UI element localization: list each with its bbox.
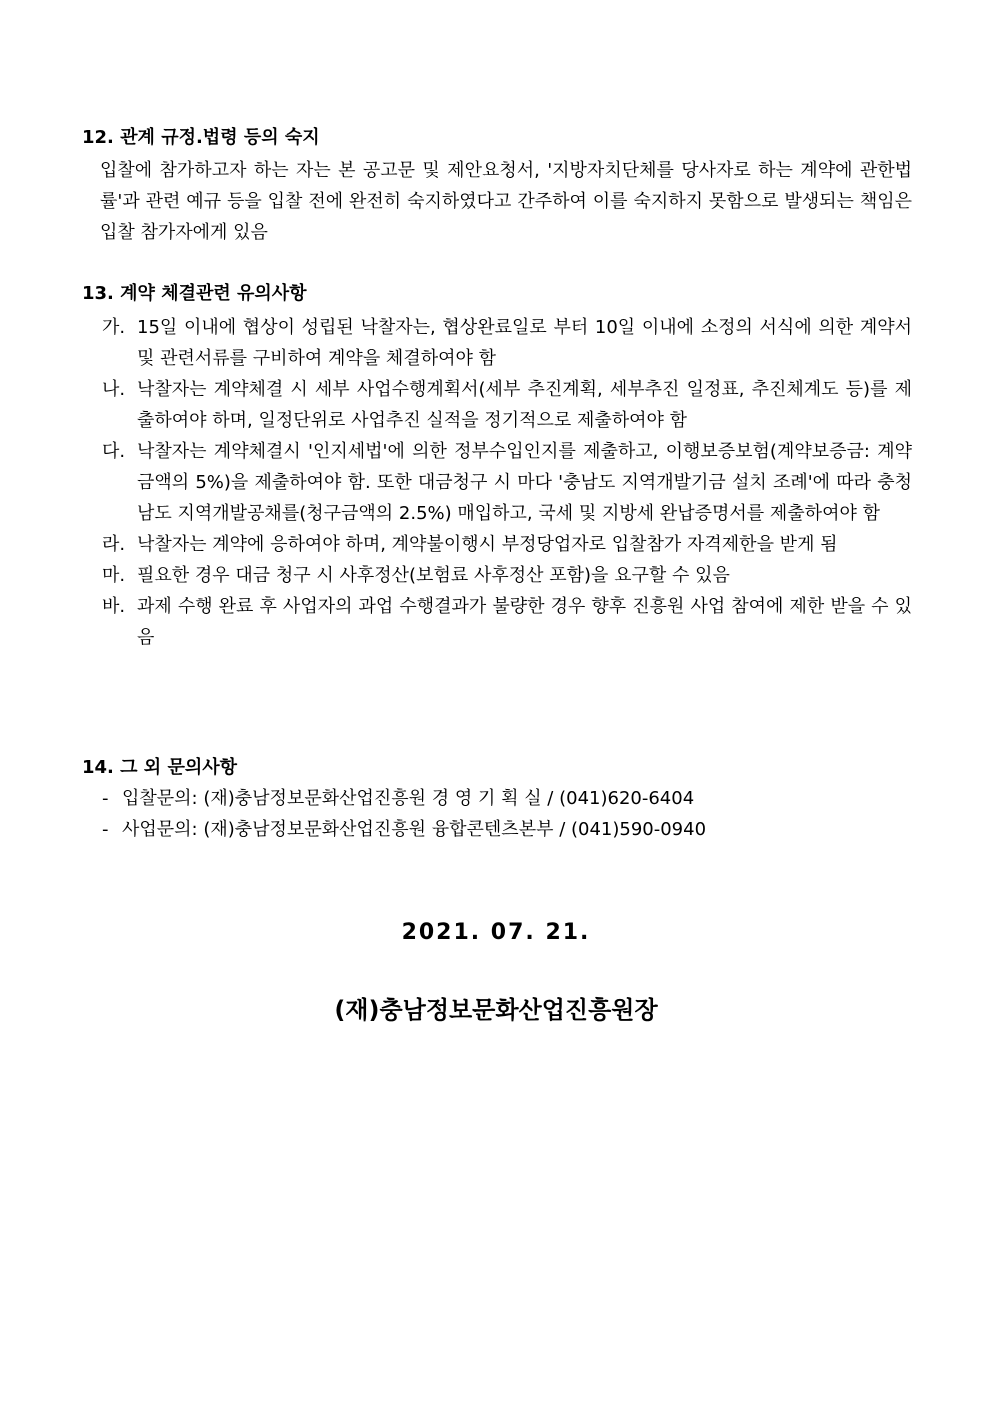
list-item-text: 15일 이내에 협상이 성립된 낙찰자는, 협상완료일로 부터 10일 이내에 소정의 서식에 의한 계약서 및 관련서류를 구비하여 계약을 체결하여야 함 bbox=[137, 317, 912, 369]
section-12 bbox=[82, 126, 912, 248]
list-item bbox=[102, 560, 912, 591]
list-item bbox=[102, 312, 912, 374]
list-item bbox=[102, 436, 912, 529]
section-14-heading: 14. 그 외 문의사항 bbox=[82, 757, 238, 778]
section-13-list bbox=[82, 312, 912, 653]
contact-item-business bbox=[102, 814, 912, 845]
list-item-marker: 마. bbox=[102, 565, 126, 586]
list-item bbox=[102, 529, 912, 560]
contact-item-marker: - bbox=[102, 819, 109, 840]
list-item-text: 과제 수행 완료 후 사업자의 과업 수행결과가 불량한 경우 향후 진흥원 사업 참여에 제한 받을 수 있음 bbox=[137, 596, 912, 648]
list-item-marker: 라. bbox=[102, 534, 126, 555]
list-item-text: 필요한 경우 대금 청구 시 사후정산(보험료 사후정산 포함)을 요구할 수 있음 bbox=[137, 565, 730, 586]
section-13 bbox=[82, 282, 912, 653]
document-date: 2021. 07. 21. bbox=[401, 920, 591, 945]
list-item-text: 낙찰자는 계약체결시 '인지세법'에 의한 정부수입인지를 제출하고, 이행보증보험(계약보증금: 계약금액의 5%)을 제출하여야 함. 또한 대금청구 시 마다 '충남도 지역개발기금 설치 조례'에 따라 충청남도 지역개발공채를(청구금액의 2.5%) 매입하고, 국세 및 지방세 완납증명서를 제출하여야 함 bbox=[137, 441, 912, 524]
list-item-marker: 바. bbox=[102, 596, 126, 617]
contact-item-text: 사업문의: (재)충남정보문화산업진흥원 융합콘텐츠본부 / (041)590-0940 bbox=[122, 819, 707, 840]
list-item-text: 낙찰자는 계약에 응하여야 하며, 계약불이행시 부정당업자로 입찰참가 자격제한을 받게 됨 bbox=[137, 534, 838, 555]
contact-item-bid bbox=[102, 783, 912, 814]
section-12-body: 입찰에 참가하고자 하는 자는 본 공고문 및 제안요청서, '지방자치단체를 당사자로 하는 계약에 관한법률'과 관련 예규 등을 입찰 전에 완전히 숙지하였다고 간주하여 이를 숙지하지 못함으로 발생되는 책임은 입찰 참가자에게 있음 bbox=[100, 160, 912, 243]
list-item-marker: 가. bbox=[102, 317, 126, 338]
list-item-marker: 나. bbox=[102, 379, 126, 400]
list-item bbox=[102, 591, 912, 653]
contact-item-text: 입찰문의: (재)충남정보문화산업진흥원 경 영 기 획 실 / (041)620-6404 bbox=[122, 788, 695, 809]
list-item bbox=[102, 374, 912, 436]
contact-item-marker: - bbox=[102, 788, 109, 809]
section-14 bbox=[82, 756, 912, 845]
issuer-name: (재)충남정보문화산업진흥원장 bbox=[334, 996, 658, 1024]
list-item-text: 낙찰자는 계약체결 시 세부 사업수행계획서(세부 추진계획, 세부추진 일정표, 추진체계도 등)를 제출하여야 하며, 일정단위로 사업추진 실적을 정기적으로 제출하여야 함 bbox=[137, 379, 912, 431]
section-13-heading: 13. 계약 체결관련 유의사항 bbox=[82, 283, 307, 304]
section-12-heading: 12. 관계 규정.법령 등의 숙지 bbox=[82, 127, 320, 148]
contact-list bbox=[82, 783, 912, 845]
list-item-marker: 다. bbox=[102, 441, 126, 462]
